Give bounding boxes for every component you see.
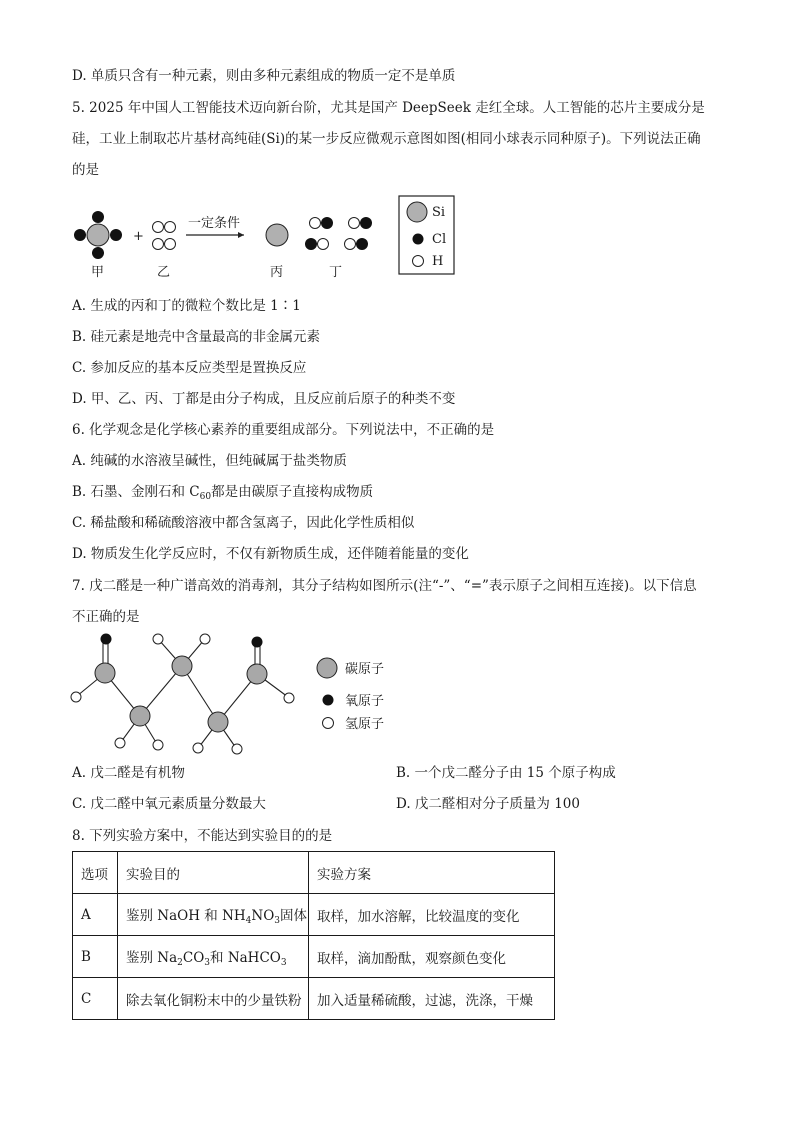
hydrogen-atom	[200, 634, 210, 644]
oxygen-atom	[101, 634, 112, 645]
oxygen-atom	[252, 637, 263, 648]
label-jia: 甲	[91, 265, 105, 280]
table-row	[73, 936, 555, 978]
row-purpose: 除去氧化铜粉末中的少量铁粉	[118, 978, 309, 1020]
q7-option-a: A. 戊二醛是有机物	[72, 765, 185, 781]
row-option: A	[73, 894, 118, 936]
hydrogen-atom	[153, 634, 163, 644]
experiment-table	[72, 851, 555, 1020]
carbon-atom	[130, 706, 150, 726]
hydrogen-atom	[310, 218, 321, 229]
chlorine-atom	[74, 229, 86, 241]
purpose-text: 鉴别 NaOH 和 NH	[126, 907, 246, 924]
q5-option-c: C. 参加反应的基本反应类型是置换反应	[72, 360, 307, 376]
hydrogen-atom	[318, 239, 329, 250]
legend-silicon-icon	[407, 202, 427, 222]
reaction-condition: 一定条件	[188, 216, 241, 231]
q5-stem-line1: 5. 2025 年中国人工智能技术迈向新台阶，尤其是国产 DeepSeek 走红全球。人工智能的芯片主要成分是	[72, 100, 705, 116]
legend-hydrogen-label: 氢原子	[345, 717, 385, 732]
purpose-text: CO	[182, 949, 205, 966]
q7-stem-line2: 不正确的是	[72, 609, 140, 625]
legend-chlorine-icon	[413, 234, 424, 245]
hydrogen-atom	[165, 222, 176, 233]
table-row	[73, 894, 555, 936]
molecule-bing	[266, 224, 288, 246]
q6-option-a: A. 纯碱的水溶液呈碱性，但纯碱属于盐类物质	[72, 453, 347, 469]
subscript: 4	[245, 915, 252, 926]
row-option: C	[73, 978, 118, 1020]
q6-option-c: C. 稀盐酸和稀硫酸溶液中都含氢离子，因此化学性质相似	[72, 515, 415, 531]
molecule-ding	[305, 217, 372, 250]
chlorine-atom	[356, 238, 368, 250]
q7-atom-legend	[312, 654, 432, 734]
q4-option-d: D. 单质只含有一种元素，则由多种元素组成的物质一定不是单质	[72, 68, 456, 84]
hydrogen-atom	[153, 222, 164, 233]
chlorine-atom	[321, 217, 333, 229]
subscript: 3	[204, 957, 211, 968]
q5-option-a: A. 生成的丙和丁的微粒个数比是 1∶1	[72, 298, 301, 314]
q6-stem: 6. 化学观念是化学核心素养的重要组成部分。下列说法中，不正确的是	[72, 422, 495, 438]
row-purpose	[118, 936, 309, 978]
hydrogen-atom	[345, 239, 356, 250]
row-plan: 取样，加水溶解，比较温度的变化	[309, 894, 555, 936]
q5-stem-line3: 的是	[72, 162, 99, 178]
carbon-atom	[172, 656, 192, 676]
q7-option-b: B. 一个戊二醛分子由 15 个原子构成	[396, 765, 616, 781]
hydrogen-atom	[71, 692, 81, 702]
silicon-atom	[87, 224, 109, 246]
chlorine-atom	[92, 211, 104, 223]
header-option: 选项	[73, 852, 118, 894]
legend-carbon-icon	[317, 658, 337, 678]
legend-hydrogen-icon	[413, 256, 424, 267]
atom-legend	[399, 196, 454, 274]
chlorine-atom	[92, 247, 104, 259]
hydrogen-atom	[153, 239, 164, 250]
purpose-text: NO	[251, 907, 275, 924]
purpose-text: 鉴别 Na	[126, 949, 178, 966]
hydrogen-atom	[232, 744, 242, 754]
molecule-yi	[153, 222, 176, 250]
row-purpose	[118, 894, 309, 936]
q6-option-b-text: B. 石墨、金刚石和 C	[72, 484, 200, 500]
row-plan: 加入适量稀硫酸，过滤，洗涤，干燥	[309, 978, 555, 1020]
glutaraldehyde-structure	[66, 630, 306, 755]
legend-carbon-label: 碳原子	[345, 662, 385, 677]
q7-option-d: D. 戊二醛相对分子质量为 100	[396, 796, 580, 812]
purpose-text: 和 NaHCO	[210, 949, 281, 966]
label-yi: 乙	[157, 265, 171, 280]
label-ding: 丁	[329, 265, 343, 280]
header-plan: 实验方案	[309, 852, 555, 894]
table-row	[73, 978, 555, 1020]
hydrogen-atom	[349, 218, 360, 229]
header-purpose: 实验目的	[118, 852, 309, 894]
row-plan: 取样，滴加酚酞，观察颜色变化	[309, 936, 555, 978]
q7-stem-line1: 7. 戊二醛是一种广谱高效的消毒剂，其分子结构如图所示(注“-”、“=”表示原子之间相互连接)。以下信息	[72, 578, 697, 594]
reaction-diagram	[66, 192, 466, 282]
legend-hydrogen-icon	[323, 718, 334, 729]
chlorine-atom	[110, 229, 122, 241]
chlorine-atom	[305, 238, 317, 250]
carbon-atom	[208, 712, 228, 732]
label-bing: 丙	[270, 265, 284, 280]
q7-option-c: C. 戊二醛中氧元素质量分数最大	[72, 796, 266, 812]
q5-option-d: D. 甲、乙、丙、丁都是由分子构成，且反应前后原子的种类不变	[72, 391, 456, 407]
hydrogen-atom	[284, 693, 294, 703]
subscript: 3	[280, 957, 287, 968]
plus-sign: +	[133, 229, 144, 244]
q5-stem-line2: 硅，工业上制取芯片基材高纯硅(Si)的某一步反应微观示意图如图(相同小球表示同种原子)。下列说法正确	[72, 131, 701, 147]
row-option: B	[73, 936, 118, 978]
q6-option-b-subscript: 60	[199, 492, 212, 502]
legend-h: H	[432, 254, 444, 269]
carbon-atom	[95, 663, 115, 683]
legend-si: Si	[432, 205, 446, 220]
table-header-row	[73, 852, 555, 894]
purpose-text: 固体	[280, 907, 308, 924]
legend-oxygen-icon	[323, 695, 334, 706]
hydrogen-atom	[115, 738, 125, 748]
q6-option-b	[72, 483, 373, 506]
carbon-atom	[247, 664, 267, 684]
q5-option-b: B. 硅元素是地壳中含量最高的非金属元素	[72, 329, 321, 345]
hydrogen-atom	[165, 239, 176, 250]
hydrogen-atom	[153, 740, 163, 750]
molecule-jia	[74, 211, 122, 259]
subscript: 2	[177, 957, 183, 968]
q6-option-d: D. 物质发生化学反应时，不仅有新物质生成，还伴随着能量的变化	[72, 546, 469, 562]
legend-oxygen-label: 氧原子	[345, 694, 385, 709]
arrow-head-icon	[238, 232, 244, 238]
q6-option-b-text-end: 都是由碳原子直接构成物质	[211, 484, 374, 500]
subscript: 3	[274, 915, 281, 926]
q8-stem: 8. 下列实验方案中，不能达到实验目的的是	[72, 828, 333, 844]
legend-cl: Cl	[432, 232, 447, 247]
hydrogen-atom	[193, 743, 203, 753]
chlorine-atom	[360, 217, 372, 229]
